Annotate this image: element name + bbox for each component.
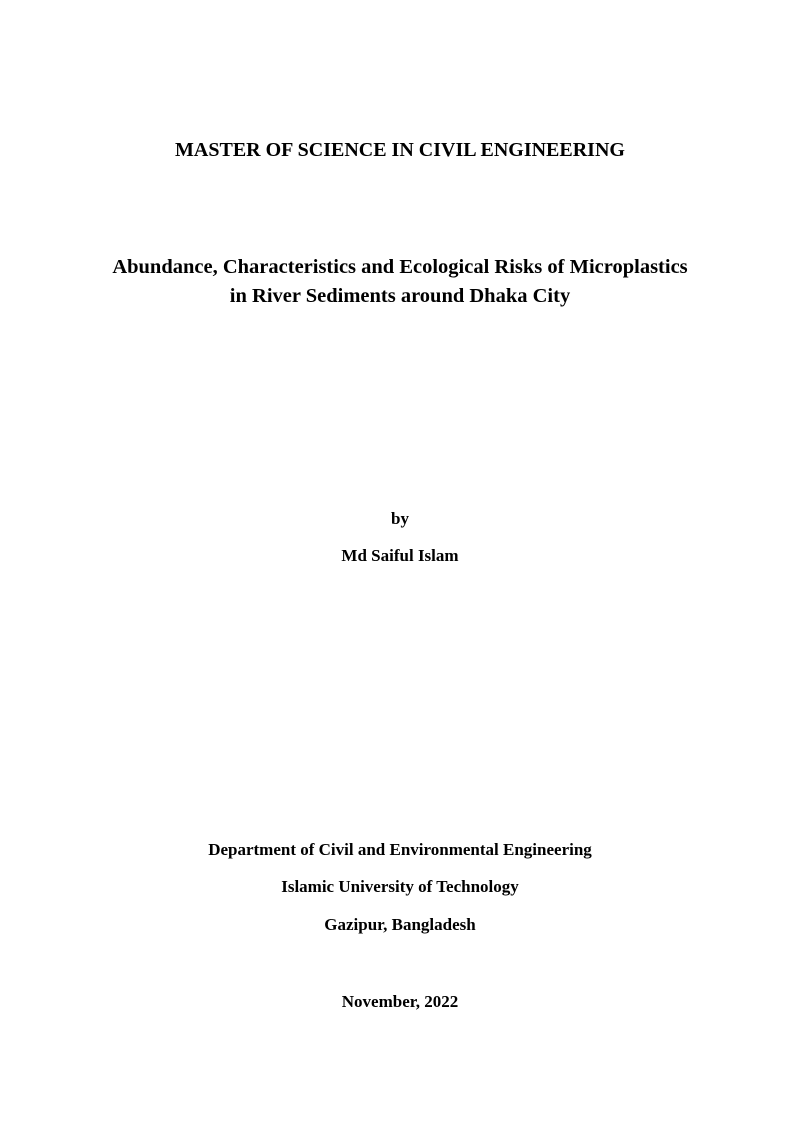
by-label: by [391,509,409,528]
department-name: Department of Civil and Environmental Engineering [208,840,592,859]
thesis-title-line-2: in River Sediments around Dhaka City [229,285,571,307]
location: Gazipur, Bangladesh [324,915,476,934]
submission-date: November, 2022 [341,992,459,1011]
author-name: Md Saiful Islam [341,546,459,565]
thesis-title-line-1: Abundance, Characteristics and Ecological Risks of Microplastics [112,256,688,278]
university-name: Islamic University of Technology [281,877,519,896]
degree-heading: MASTER OF SCIENCE IN CIVIL ENGINEERING [175,139,625,161]
